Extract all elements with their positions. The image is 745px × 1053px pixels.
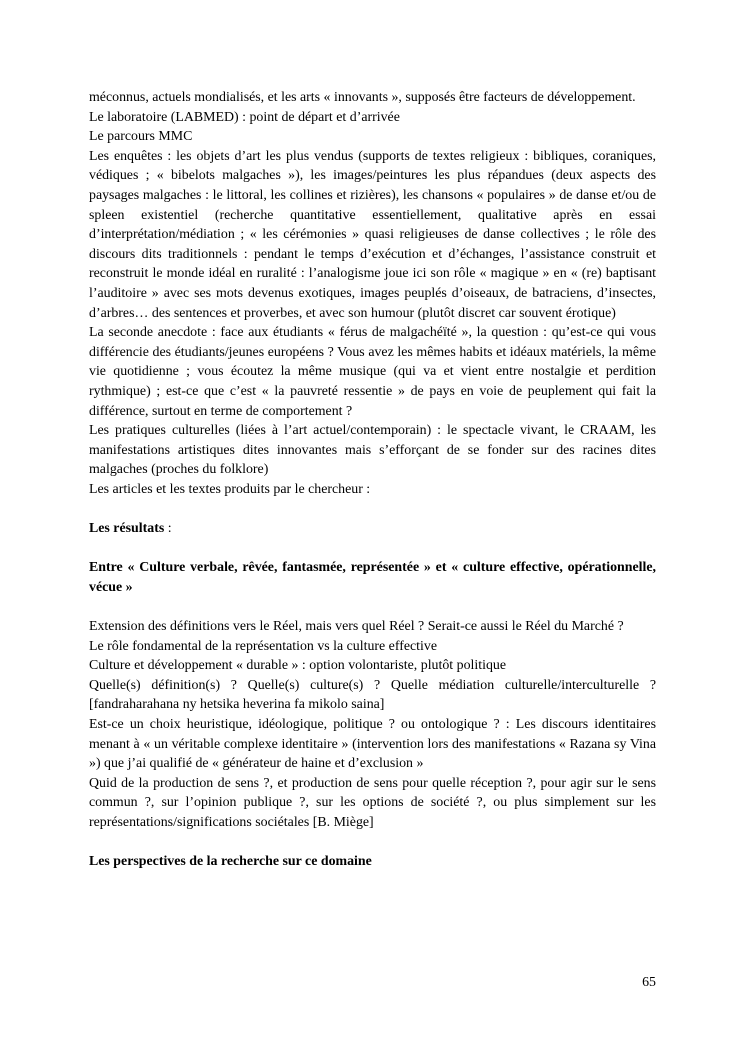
paragraph-durable: Culture et développement « durable » : option volontariste, plutôt politique: [89, 658, 507, 674]
paragraph-anecdote: La seconde anecdote : face aux étudiants « férus de malgachéïté », la question : qu’est-ce qui vous différencie des étudiants/jeunes européens ? Vous avez les mêmes habits et idéaux matériels, la même vie quotidienne ; vous écoutez la même musique (qui va et vient entre nostalgie et perdition rythmique) ; est-ce que c’est « la pauvreté ressentie » de pays en voie de peuplement qui fait la différence, surtout en terme de comportement ?: [89, 325, 656, 419]
blank-line: [89, 499, 656, 519]
blank-line: [89, 539, 656, 559]
paragraph-role: Le rôle fondamental de la représentation vs la culture effective: [89, 638, 438, 654]
page-number: 65: [642, 975, 656, 990]
results-heading: [89, 519, 656, 539]
paragraph-extension: Extension des définitions vers le Réel, mais vers quel Réel ? Serait-ce aussi le Réel du Marché ?: [89, 619, 624, 635]
paragraph-labmed: Le laboratoire (LABMED) : point de départ et d’arrivée: [89, 109, 400, 125]
paragraph-quid: Quid de la production de sens ?, et production de sens pour quelle réception ?, pour agir sur le sens commun ?, sur l’opinion publique ?, sur les options de société ?, ou plus simplement sur les représentations/significations sociétales [B. Miège]: [89, 775, 656, 830]
page-content: [89, 88, 656, 872]
results-label: Les résultats: [89, 521, 165, 537]
blank-line: [89, 597, 656, 617]
paragraph-enquetes: Les enquêtes : les objets d’art les plus vendus (supports de textes religieux : bibliques, coraniques, védiques ; « bibelots malgaches »), les images/peintures les plus répandues (deux aspects des paysages malgaches : le littoral, les collines et rizières), les chansons « populaires » de danse et/ou de spleen existentiel (recherche quantitative essentiellement, qualitative après en essai d’interprétation/médiation ; « les cérémonies » quasi religieuses de danse collectives ; le rôle des discours dits traditionnels : pendant le temps d’exécution et d’échanges, l’assistance construit et reconstruit le monde idéal en ruralité : l’analogisme joue ici son rôle « magique » en « (re) baptisant l’auditoire » avec ses mots devenus exotiques, images peuplés d’oiseaux, de batraciens, d’insectes, d’arbres… des sentences et proverbes, et avec son humour (plutôt discret car souvent érotique): [89, 148, 656, 321]
paragraph-definitions: Quelle(s) définition(s) ? Quelle(s) culture(s) ? Quelle médiation culturelle/interculturelle ? [fandraharahana ny hetsika heverina fa mikolo saina]: [89, 677, 656, 713]
blank-line: [89, 833, 656, 853]
paragraph-pratiques: Les pratiques culturelles (liées à l’art actuel/contemporain) : le spectacle vivant, le CRAAM, les manifestations artistiques dites innovantes mais s’efforçant de se fonder sur des racines dites malgaches (proches du folklore): [89, 423, 656, 478]
paragraph-articles: Les articles et les textes produits par le chercheur :: [89, 481, 371, 497]
perspectives-heading: Les perspectives de la recherche sur ce domaine: [89, 854, 372, 870]
results-suffix: :: [164, 521, 172, 537]
paragraph-choix: Est-ce un choix heuristique, idéologique, politique ? ou ontologique ? : Les discours identitaires menant à « un véritable complexe identitaire » (intervention lors des manifestations « Razana sy Vina ») que j’ai qualifié de « générateur de haine et d’exclusion »: [89, 717, 656, 772]
section-heading: Entre « Culture verbale, rêvée, fantasmée, représentée » et « culture effective, opérationnelle, vécue »: [89, 560, 656, 595]
paragraph-parcours: Le parcours MMC: [89, 129, 193, 145]
paragraph-continuation: méconnus, actuels mondialisés, et les arts « innovants », supposés être facteurs de développement.: [89, 90, 636, 105]
